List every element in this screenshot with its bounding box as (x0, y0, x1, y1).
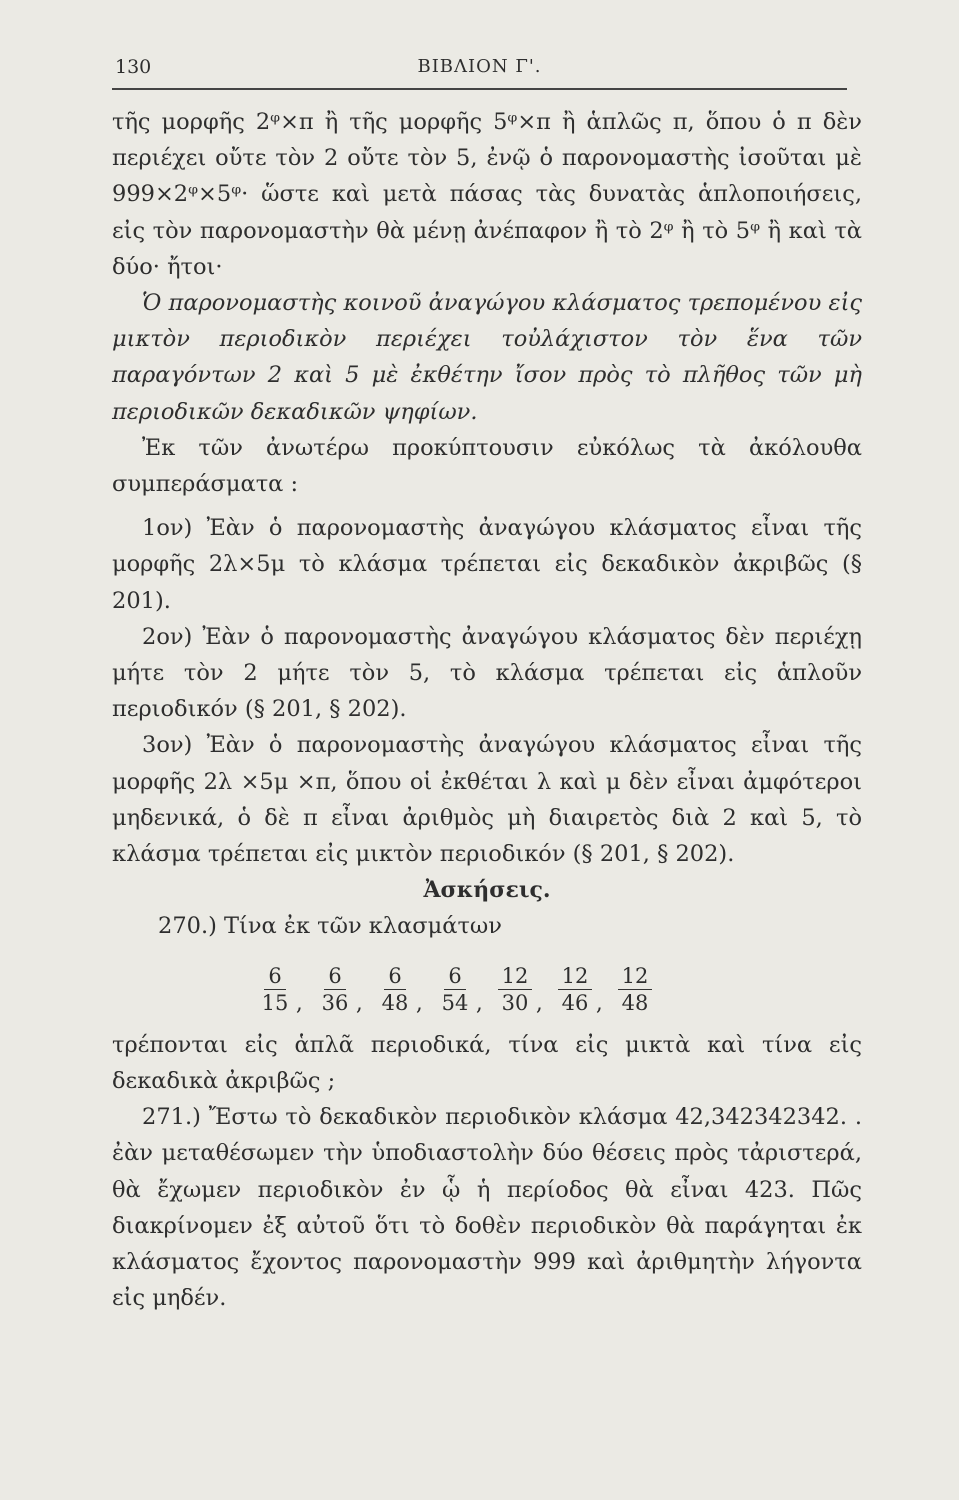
page-number: 130 (115, 56, 152, 78)
rule-statement: Ὁ παρονομαστὴς κοινοῦ ἀναγώγου κλάσματος τρεπομένου εἰς μικτὸν περιοδικὸν περιέχει τοὐλάχιστον τὸν ἕνα τῶν παραγόντων 2 καὶ 5 μὲ ἐκθέτην ἴσον πρὸς τὸ πλῆθος τῶν μὴ περιοδικῶν δεκαδικῶν ψηφίων. (112, 290, 862, 425)
fraction: $\frac{12}{46}$ (554, 963, 596, 1016)
paragraph-continuation: τῆς μορφῆς 2ᵠ×π ἢ τῆς μορφῆς 5ᵠ×π ἢ ἁπλῶς π, ὅπου ὁ π δὲν περιέχει οὔτε τὸν 2 οὔτε τὸν 5, ἐνῷ ὁ παρονομαστὴς ἰσοῦται μὲ 999×2ᵠ×5ᵠ· ὥστε καὶ μετὰ πάσας τὰς δυνατὰς ἁπλοποιήσεις, εἰς τὸν παρονομαστὴν θὰ μένῃ ἀνέπαφον ἢ τὸ 2ᵠ ἢ τὸ 5ᵠ ἢ καὶ τὰ δύο· ἤτοι· (112, 109, 862, 280)
running-title: ΒΙΒΛΙΟΝ Γ'. (417, 56, 542, 77)
page-header (112, 52, 847, 90)
conclusion-1: 1ον) Ἐὰν ὁ παρονομαστὴς ἀναγώγου κλάσματος εἶναι τῆς μορφῆς 2λ×5μ τὸ κλάσμα τρέπεται εἰς δεκαδικὸν ἀκριβῶς (§ 201). (112, 515, 862, 614)
fraction: $\frac{6}{36}$ (321, 964, 349, 1016)
exercises-heading: Ἀσκήσεις. (423, 877, 551, 904)
fraction: $\frac{6}{54}$ (441, 964, 469, 1016)
fraction: $\frac{12}{30}$ (494, 963, 536, 1016)
fraction: $\frac{6}{48}$ (381, 964, 409, 1016)
fraction-list: $\frac{6}{15}$ , $\frac{6}{36}$ , $\frac{6}{48}$ , $\frac{6}{54}$ , $\frac{12}{30}$ , $\frac{12}{46}$ , $\frac{12}{48}$ (254, 959, 862, 1021)
body-text (112, 104, 862, 1317)
fraction: $\frac{12}{48}$ (614, 963, 656, 1016)
fraction: $\frac{6}{15}$ (261, 964, 289, 1016)
conclusion-3: 3ον) Ἐὰν ὁ παρονομαστὴς ἀναγώγου κλάσματος εἶναι τῆς μορφῆς 2λ ×5μ ×π, ὅπου οἱ ἐκθέται λ καὶ μ δὲν εἶναι ἀμφότεροι μηδενικά, ὁ δὲ π εἶναι ἀριθμὸς μὴ διαιρετὸς διὰ 2 καὶ 5, τὸ κλάσμα τρέπεται εἰς μικτὸν περιοδικόν (§ 201, § 202). (112, 732, 862, 868)
conclusion-2: 2ον) Ἐὰν ὁ παρονομαστὴς ἀναγώγου κλάσματος δὲν περιέχῃ μήτε τὸν 2 μήτε τὸν 5, τὸ κλάσμα τρέπεται εἰς ἁπλοῦν περιοδικόν (§ 201, § 202). (112, 623, 862, 723)
exercise-270-intro: 270.) Τίνα ἐκ τῶν κλασμάτων (158, 913, 502, 940)
exercise-271: 271.) Ἔστω τὸ δεκαδικὸν περιοδικὸν κλάσμα 42,342342342. . ἐὰν μεταθέσωμεν τὴν ὑποδιαστολὴν δύο θέσεις πρὸς τἀριστερά, θὰ ἔχωμεν περιοδικὸν ἐν ᾧ ἡ περίοδος θὰ εἶναι 423. Πῶς διακρίνομεν ἐξ αὐτοῦ ὅτι τὸ δοθὲν περιοδικὸν θὰ παράγηται ἐκ κλάσματος ἔχοντος παρονομαστὴν 999 καὶ ἀριθμητὴν λήγοντα εἰς μηδέν. (112, 1104, 862, 1312)
conclusions-intro: Ἐκ τῶν ἀνωτέρω προκύπτουσιν εὐκόλως τὰ ἀκόλουθα συμπεράσματα : (112, 434, 862, 498)
exercise-270-question: τρέπονται εἰς ἁπλᾶ περιοδικά, τίνα εἰς μικτὰ καὶ τίνα εἰς δεκαδικὰ ἀκριβῶς ; (112, 1031, 862, 1095)
